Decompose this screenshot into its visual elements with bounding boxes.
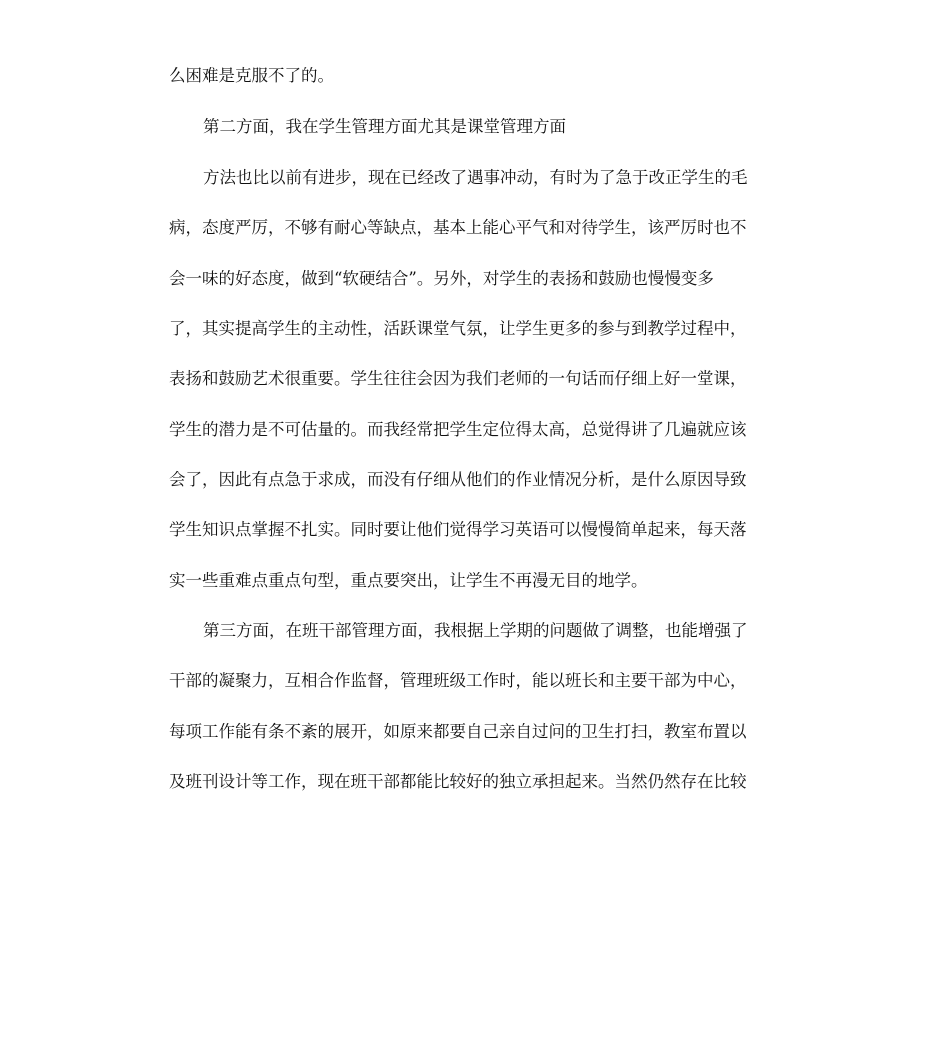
text-line: 每项工作能有条不紊的展开，如原来都要自己亲自过问的卫生打扫，教室布置以 [169,722,747,741]
text-line: 及班刊设计等工作，现在班干部都能比较好的独立承担起来。当然仍然存在比较 [169,772,747,791]
text-line: 学生知识点掌握不扎实。同时要让他们觉得学习英语可以慢慢简单起来，每天落 [169,520,747,539]
paragraph-third-aspect: 第三方面，在班干部管理方面，我根据上学期的问题做了调整，也能增强了 [203,621,748,640]
text-line: 方法也比以前有进步，现在已经改了遇事冲动，有时为了急于改正学生的毛 [203,168,748,187]
text-line: 病，态度严厉，不够有耐心等缺点，基本上能心平气和对待学生，该严厉时也不 [169,218,747,237]
text-line: 干部的凝聚力，互相合作监督，管理班级工作时，能以班长和主要干部为中心， [169,671,747,690]
text-line: 了，其实提高学生的主动性，活跃课堂气氛，让学生更多的参与到教学过程中， [169,319,747,338]
paragraph-heading-second-aspect: 第二方面，我在学生管理方面尤其是课堂管理方面 [203,117,566,136]
text-line: 么困难是克服不了的。 [169,66,334,85]
text-line: 实一些重难点重点句型，重点要突出，让学生不再漫无目的地学。 [169,571,648,590]
text-line: 会了，因此有点急于求成，而没有仔细从他们的作业情况分析，是什么原因导致 [169,470,747,489]
text-line: 学生的潜力是不可估量的。而我经常把学生定位得太高，总觉得讲了几遍就应该 [169,420,747,439]
text-line: 表扬和鼓励艺术很重要。学生往往会因为我们老师的一句话而仔细上好一堂课， [169,369,747,388]
text-line: 会一味的好态度，做到“软硬结合”。另外，对学生的表扬和鼓励也慢慢变多 [169,269,714,288]
